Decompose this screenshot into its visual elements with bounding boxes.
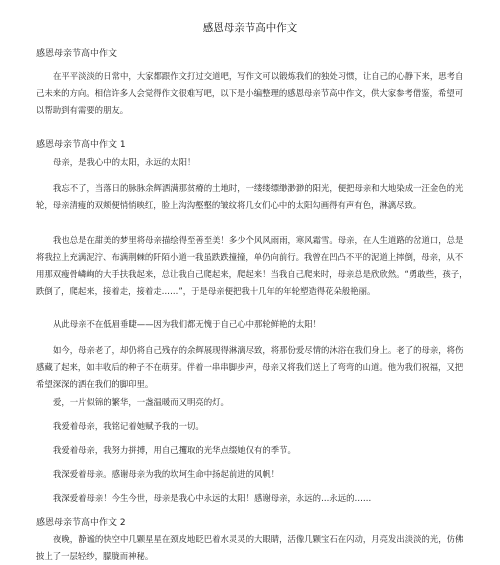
essay-2-paragraph: 夜晚，静谧的快空中几颗星星在颈皮地眨巴着水灵灵的大眼睛，活像几颗宝石在闪动，月亮发出淡淡的光，仿佛披上了一层轻纱，朦胧而神秘。 [36, 534, 464, 561]
intro-heading: 感恩母亲节高中作文 [36, 49, 118, 59]
essay-1-paragraph: 我深爱着母亲！今生今世，母亲是我心中永远的太阳！感谢母亲，永远的…永远的…… [53, 493, 372, 503]
essay-1-paragraph: 如今，母亲老了，却仍将自己残存的余辉展现得淋漓尽致，将那份爱尽情的沐浴在我们身上。老了的母亲，将伤感藏了起来，如丰收后的种子不在萌芽。伴着一串串脚步声，母亲又将我们送上了弯弯的山道。他为我们祝福，又把希望深深的洒在我们的脚印里。 [36, 345, 464, 389]
document-title: 感恩母亲节高中作文 [202, 22, 298, 34]
essay-2-heading: 感恩母亲节高中作文 2 [36, 518, 126, 528]
essay-1-paragraph: 从此母亲不在低眉垂睫——因为我们都无愧于自己心中那轮鲜艳的太阳！ [53, 319, 321, 329]
essay-1-paragraph: 母亲，是我心中的太阳，永远的太阳！ [53, 157, 196, 167]
essay-1-paragraph: 我也总是在甜美的梦里将母亲描绘得至善至美！多少个风风雨雨，寒风霜雪。母亲，在人生道路的岔道口，总是将我拉上充满泥泞、布满荆棘的阡陌小道一我虽跌跌撞撞，单仍向前行。我曾在凹凸不平的泥道上摔倒，母亲，从不用那双瘦骨嶙峋的大手扶我起来，总让我自己爬起来，爬起来！当我自己爬来时，母亲总是欣欣然。“勇敢些，孩子，跌倒了，爬起来，接着走，接着走……”，于是母亲便把我十几年的年轮塑造得花朵般艳丽。 [36, 235, 468, 296]
essay-1-paragraph: 我忘不了，当落日的脉脉余辉洒满那贫瘠的土地时，一缕缕缥缈渺渺的阳光，便把母亲和大地染成一汪金色的光轮，母亲清瘦的双颊便悄悄映红，脸上沟沟壑壑的皱纹将几女们心中的太阳勾画得有声有色，淋漓尽致。 [36, 183, 464, 210]
essay-1-paragraph: 我深爱着母亲。感谢母亲为我的坎坷生命中扬起前进的风帆！ [53, 469, 280, 479]
essay-1-paragraph: 我爱着母亲，我铭记着她赋予我的一切。 [53, 421, 204, 431]
essay-1-heading: 感恩母亲节高中作文 1 [36, 140, 126, 150]
essay-1-paragraph: 我爱着母亲，我努力拼搏，用自己攫取的光华点缀她仅有的季节。 [53, 445, 296, 455]
intro-paragraph: 在平平淡淡的日常中，大家都跟作文打过交道吧，写作文可以锻炼我们的独处习惯，让自己的心静下来，思考自己未来的方向。相信许多人会觉得作文很难写吧，以下是小编整理的感恩母亲节高中作文，供大家参考借鉴，希望可以帮助到有需要的朋友。 [36, 71, 464, 115]
essay-1-paragraph: 爱，一片似锦的繁华，一盏温暖而又明亮的灯。 [53, 397, 229, 407]
